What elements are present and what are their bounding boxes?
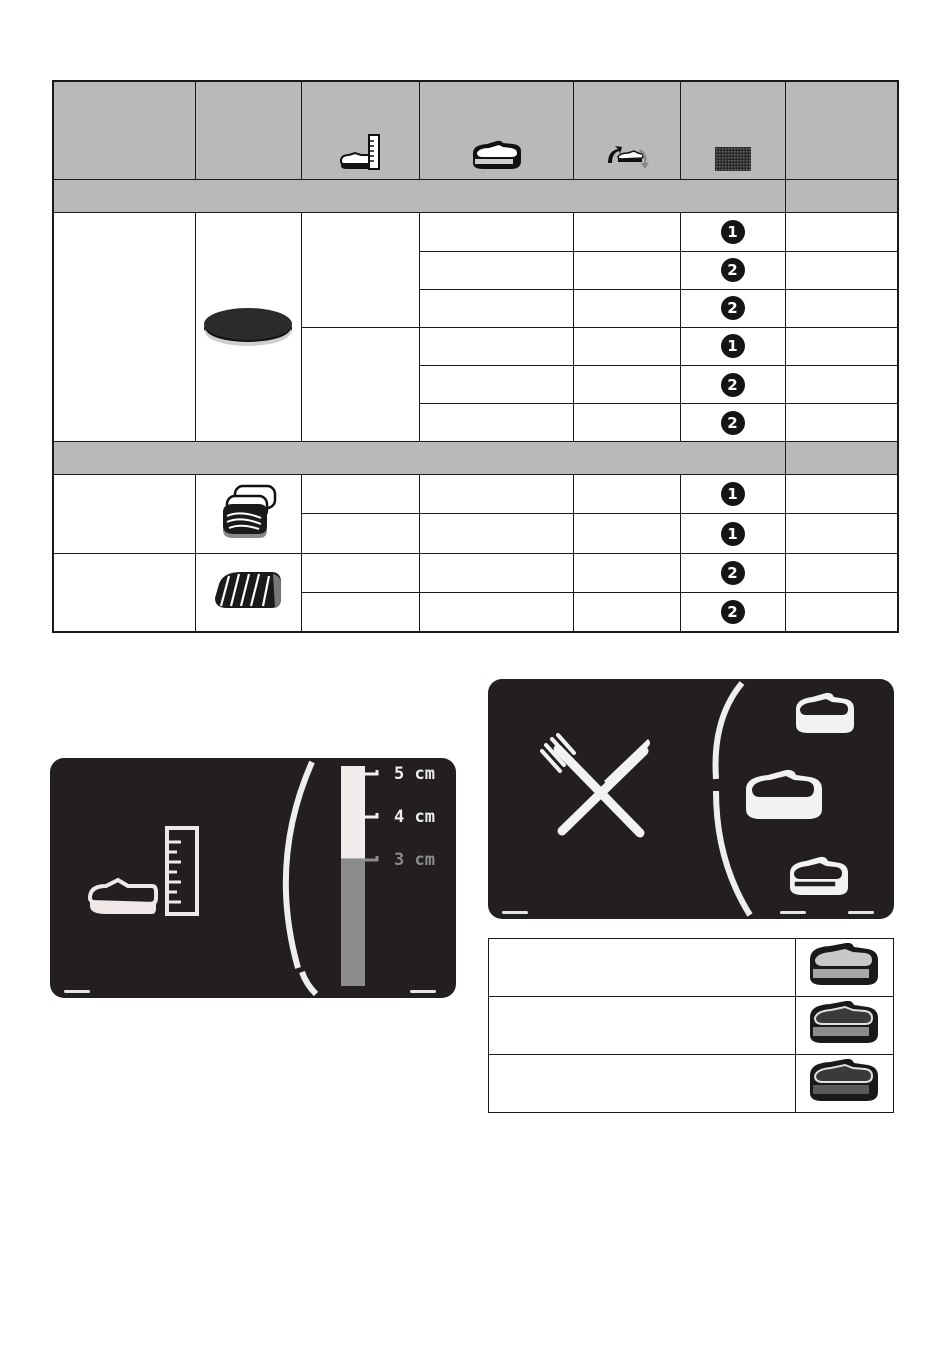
panel-dash-left <box>64 990 90 993</box>
rare-steak-icon <box>796 693 854 733</box>
thickness-display <box>50 758 456 998</box>
cell <box>419 327 573 365</box>
cooking-table <box>52 80 899 633</box>
plate-badge: 1 <box>721 482 745 506</box>
cell <box>419 475 573 514</box>
cell <box>419 553 573 592</box>
food-image-cell <box>195 475 301 553</box>
food-image-cell <box>195 213 301 442</box>
plate-cell <box>680 404 785 442</box>
plate-badge: 2 <box>721 373 745 397</box>
cell <box>301 514 419 553</box>
section-1-row <box>53 180 898 213</box>
plate-cell <box>680 365 785 403</box>
cell <box>785 365 898 403</box>
cell <box>785 251 898 289</box>
selection-arc <box>286 762 312 968</box>
thickness-tick-mark <box>365 856 377 860</box>
steak-icon <box>469 139 523 173</box>
plate-badge: 2 <box>721 411 745 435</box>
plate-badge: 2 <box>721 600 745 624</box>
plate-cell <box>680 514 785 553</box>
header-cell-thickness <box>301 81 419 180</box>
cell <box>301 475 419 514</box>
cell <box>573 475 680 514</box>
plate-badge: 1 <box>721 220 745 244</box>
cell <box>419 514 573 553</box>
doneness-icon-cell <box>796 939 894 997</box>
doneness-legend-table <box>488 938 894 1113</box>
cell <box>301 553 419 592</box>
thickness-tick-mark <box>365 770 377 774</box>
cell <box>419 365 573 403</box>
cell <box>301 592 419 632</box>
doneness-label-cell <box>489 997 796 1055</box>
food-cell <box>53 475 195 553</box>
thickness-cell <box>301 213 419 327</box>
doneness-label-cell <box>489 1055 796 1113</box>
fish-steak-icon <box>211 568 285 612</box>
panel-dash-right <box>410 990 436 993</box>
section-1-title-cell <box>53 180 785 213</box>
fork-knife-icon <box>542 735 650 833</box>
tick-label-5cm: 5 cm <box>394 764 435 784</box>
doneness-icon-cell <box>796 1055 894 1113</box>
grill-plate-icon <box>713 145 753 173</box>
table-row <box>489 1055 894 1113</box>
cell <box>785 475 898 514</box>
plate-badge: 2 <box>721 561 745 585</box>
thickness-display-graphics <box>50 758 456 998</box>
panel-dash-left <box>502 911 528 914</box>
doneness-display <box>488 679 894 919</box>
plate-cell <box>680 213 785 251</box>
plate-badge: 1 <box>721 522 745 546</box>
tick-label-3cm: 3 cm <box>394 850 435 870</box>
cell <box>785 592 898 632</box>
table-row <box>53 213 898 251</box>
thickness-tick-mark <box>365 813 377 817</box>
selection-arc-mid <box>716 791 750 915</box>
table-row <box>53 475 898 514</box>
cell <box>573 592 680 632</box>
food-cell <box>53 213 195 442</box>
doneness-label-cell <box>489 939 796 997</box>
cell <box>573 289 680 327</box>
header-cell-doneness <box>419 81 573 180</box>
food-image-cell <box>195 553 301 632</box>
plate-cell <box>680 289 785 327</box>
thickness-cell <box>301 327 419 441</box>
cell <box>573 365 680 403</box>
plate-cell <box>680 475 785 514</box>
thickness-ruler-icon <box>335 133 385 173</box>
plate-badge: 1 <box>721 334 745 358</box>
cell <box>573 251 680 289</box>
cell <box>785 553 898 592</box>
cell <box>785 213 898 251</box>
cell <box>785 289 898 327</box>
cell <box>573 514 680 553</box>
section-2-extra-cell <box>785 442 898 475</box>
food-cell <box>53 553 195 632</box>
plate-cell <box>680 251 785 289</box>
well-done-steak-icon <box>806 1059 884 1105</box>
section-1-extra-cell <box>785 180 898 213</box>
table-row <box>489 997 894 1055</box>
round-steak-icon <box>201 302 295 348</box>
header-cell-extra <box>785 81 898 180</box>
rare-steak-icon <box>806 943 884 989</box>
header-cell-flip <box>573 81 680 180</box>
thickness-ruler-icon <box>90 828 197 914</box>
cell <box>419 592 573 632</box>
section-2-title-cell <box>53 442 785 475</box>
selection-arc-tail <box>302 972 316 994</box>
plate-cell <box>680 327 785 365</box>
cell <box>419 289 573 327</box>
plate-cell <box>680 553 785 592</box>
plate-badge: 2 <box>721 296 745 320</box>
header-cell-image <box>195 81 301 180</box>
panel-dash-mid <box>780 911 806 914</box>
cell <box>419 251 573 289</box>
doneness-icon-cell <box>796 997 894 1055</box>
plate-cell <box>680 592 785 632</box>
table-row <box>53 553 898 592</box>
thickness-ticks <box>365 770 377 860</box>
cell <box>785 327 898 365</box>
cell <box>419 404 573 442</box>
table-header-row <box>53 81 898 180</box>
cell <box>419 213 573 251</box>
panel-dash-right <box>848 911 874 914</box>
cell <box>785 514 898 553</box>
thickness-bar-fill <box>341 858 365 986</box>
well-done-steak-icon <box>790 857 848 895</box>
table-row <box>489 939 894 997</box>
cell <box>573 553 680 592</box>
section-2-row <box>53 442 898 475</box>
cell <box>573 213 680 251</box>
doneness-display-graphics <box>488 679 894 919</box>
flip-steak-icon <box>604 143 650 173</box>
cell <box>785 404 898 442</box>
header-cell-food <box>53 81 195 180</box>
medium-steak-icon <box>746 770 822 819</box>
cell <box>573 404 680 442</box>
cell <box>573 327 680 365</box>
tick-label-4cm: 4 cm <box>394 807 435 827</box>
selection-arc <box>716 683 742 779</box>
header-cell-plate <box>680 81 785 180</box>
medium-steak-icon <box>806 1001 884 1047</box>
plate-badge: 2 <box>721 258 745 282</box>
fish-fillets-icon <box>217 482 279 542</box>
